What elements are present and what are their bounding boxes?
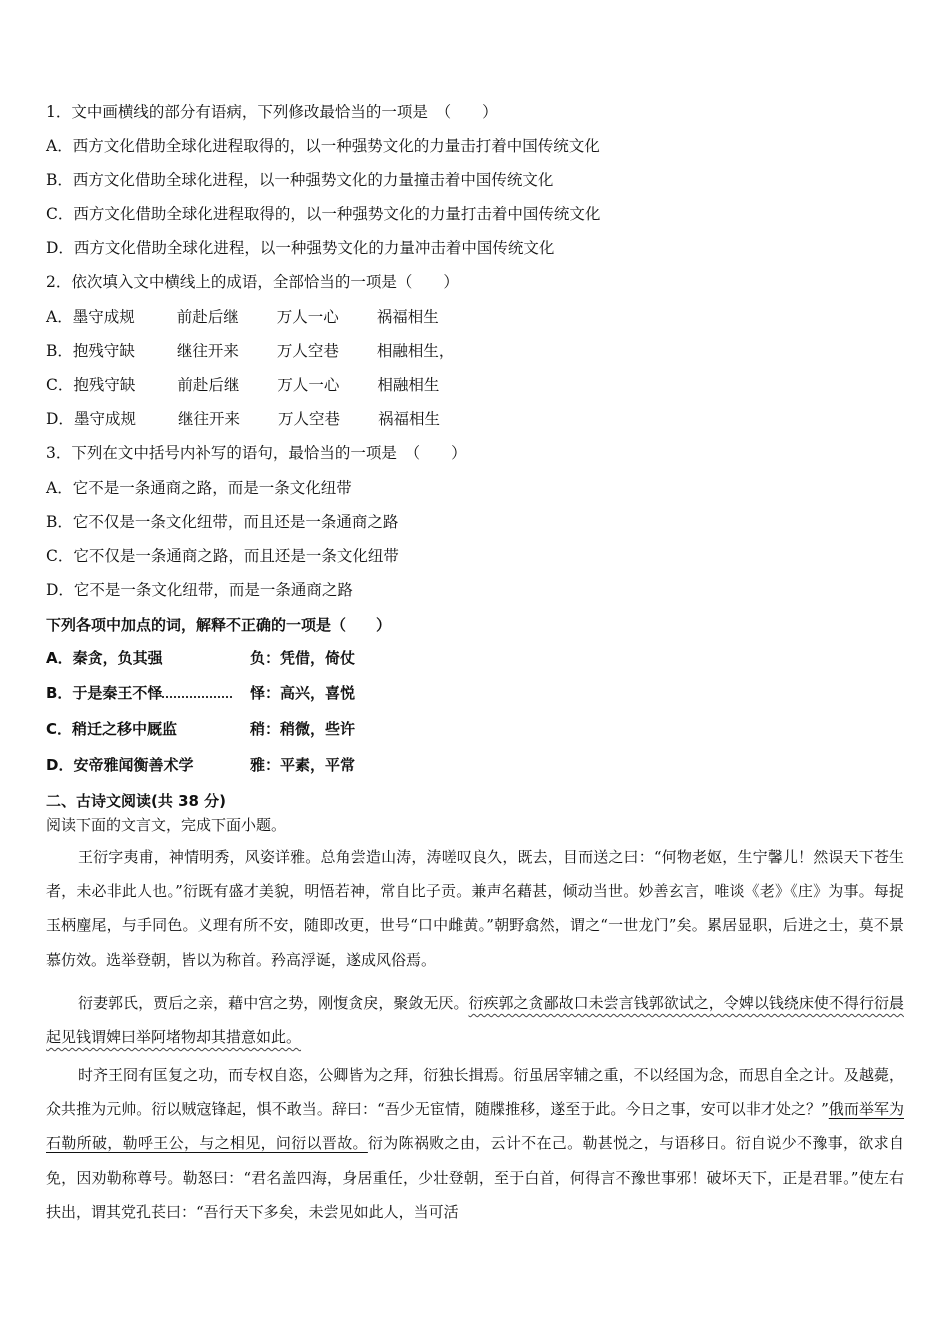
section-heading: 二、古诗文阅读(共 38 分) <box>46 792 227 810</box>
idiom: 万人一心 <box>277 376 340 394</box>
idiom: 前赴后继 <box>176 308 239 326</box>
idiom: 祸福相生 <box>376 308 439 326</box>
idiom: 相融相生， <box>376 342 455 360</box>
idiom: 万人空巷 <box>276 342 339 360</box>
idiom: 前赴后继 <box>177 376 240 394</box>
option-label: D． <box>46 410 74 428</box>
dotted-fill <box>162 695 232 698</box>
idiom: 万人空巷 <box>277 410 340 428</box>
q4-option-b <box>46 683 906 703</box>
passage-paragraph-3 <box>46 1058 904 1229</box>
option-label: A． <box>46 308 73 326</box>
idiom: 墨守成规 <box>72 308 135 326</box>
underlined-sentence: 俄而举军为石勒所破，勒呼王公，与之相见，问衍以晋故。 <box>46 1100 904 1153</box>
option-label: C． <box>46 376 74 394</box>
q1-option-c: C．西方文化借助全球化进程取得的，以一种强势文化的力量打击着中国传统文化 <box>46 205 601 223</box>
idiom: 抱残守缺 <box>72 342 135 360</box>
q4-option-text: A．秦贪，负其强 <box>46 649 163 667</box>
q4-option-gloss: 怿：高兴，喜悦 <box>250 684 356 702</box>
underlined-sentence: 衍疾郭之贪鄙故口未尝言钱郭欲试之，令婢以钱绕床使不得行衍晨起见钱谓婢曰举阿堵物却其措意如此。 <box>46 994 904 1047</box>
idiom: 抱残守缺 <box>73 376 136 394</box>
q4-stem: 下列各项中加点的词，解释不正确的一项是（ ） <box>46 616 392 634</box>
idiom: 祸福相生 <box>377 410 440 428</box>
passage-paragraph-2 <box>46 986 904 1054</box>
q1-stem: 1．文中画横线的部分有语病，下列修改最恰当的一项是 （ ） <box>46 103 498 121</box>
idiom: 继往开来 <box>177 410 240 428</box>
q3-option-c: C．它不仅是一条通商之路，而且还是一条文化纽带 <box>46 547 399 565</box>
q4-option-gloss: 负：凭借，倚仗 <box>250 649 356 667</box>
q3-option-d: D．它不是一条文化纽带，而是一条通商之路 <box>46 581 353 599</box>
passage-paragraph-1: 王衍字夷甫，神情明秀，风姿详雅。总角尝造山涛，涛嗟叹良久，既去，目而送之曰：“何物老妪，生宁馨儿！然误天下苍生者，未必非此人也。”衍既有盛才美貌，明悟若神，常自比子贡。兼声名藉甚，倾动当世。妙善玄言，唯谈《老》《庄》为事。每捉玉柄麈尾，与手同色。义理有所不安，随即改更，世号“口中雌黄。”朝野翕然，谓之“一世龙门”矣。累居显职，后进之士，莫不景慕仿效。选举登朝，皆以为称首。矜高浮诞，遂成风俗焉。 <box>46 848 904 969</box>
idiom: 相融相生 <box>377 376 440 394</box>
q3-stem: 3．下列在文中括号内补写的语句，最恰当的一项是 （ ） <box>46 444 467 462</box>
idiom: 继往开来 <box>176 342 239 360</box>
q4-option-gloss: 雅：平素，平常 <box>250 756 356 774</box>
q2-option-b <box>46 341 454 361</box>
q2-option-c <box>46 375 439 395</box>
q2-stem: 2．依次填入文中横线上的成语，全部恰当的一项是（ ） <box>46 273 459 291</box>
q3-option-b: B．它不仅是一条文化纽带，而且还是一条通商之路 <box>46 513 399 531</box>
q4-option-text: C．稍迁之移中厩监 <box>46 720 178 738</box>
paragraph-text: 衍妻郭氏，贾后之亲，藉中宫之势，刚愎贪戾，聚敛无厌。 <box>78 994 469 1012</box>
q1-option-d: D．西方文化借助全球化进程，以一种强势文化的力量冲击着中国传统文化 <box>46 239 555 257</box>
section-intro: 阅读下面的文言文，完成下面小题。 <box>46 816 287 834</box>
q4-option-a <box>46 648 906 668</box>
q4-option-d <box>46 755 906 775</box>
q4-option-c <box>46 719 906 739</box>
q1-option-b: B．西方文化借助全球化进程，以一种强势文化的力量撞击着中国传统文化 <box>46 171 554 189</box>
idiom: 墨守成规 <box>73 410 136 428</box>
q4-option-text: B．于是秦王不怿 <box>46 684 163 702</box>
paragraph-text: 衍为陈祸败之由，云计不在己。勒甚悦之，与语移日。衍自说少不豫事，欲求自免，因劝勒称尊号。勒怒曰：“君名盖四海，身居重任，少壮登朝，至于白首，何得言不豫世事邪！破坏天下，正是君罪。”使左右扶出，谓其党孔苌曰：“吾行天下多矣，未尝见如此人，当可活 <box>46 1134 904 1221</box>
idiom: 万人一心 <box>276 308 339 326</box>
q4-option-text: D．安帝雅闻衡善术学 <box>46 756 194 774</box>
q2-option-d <box>46 409 440 429</box>
q2-option-a <box>46 307 439 327</box>
option-label: B． <box>46 342 73 360</box>
q3-option-a: A．它不是一条通商之路，而是一条文化纽带 <box>46 479 352 497</box>
q4-option-gloss: 稍：稍微，些许 <box>250 720 356 738</box>
q1-option-a: A．西方文化借助全球化进程取得的，以一种强势文化的力量击打着中国传统文化 <box>46 137 600 155</box>
paragraph-text: 时齐王冏有匡复之功，而专权自恣，公卿皆为之拜，衍独长揖焉。衍虽居宰辅之重，不以经国为念，而思自全之计。及越薨，众共推为元帅。衍以贼寇锋起，惧不敢当。辞曰：“吾少无宦情，随牒推移，遂至于此。今日之事，安可以非才处之？” <box>46 1066 904 1119</box>
